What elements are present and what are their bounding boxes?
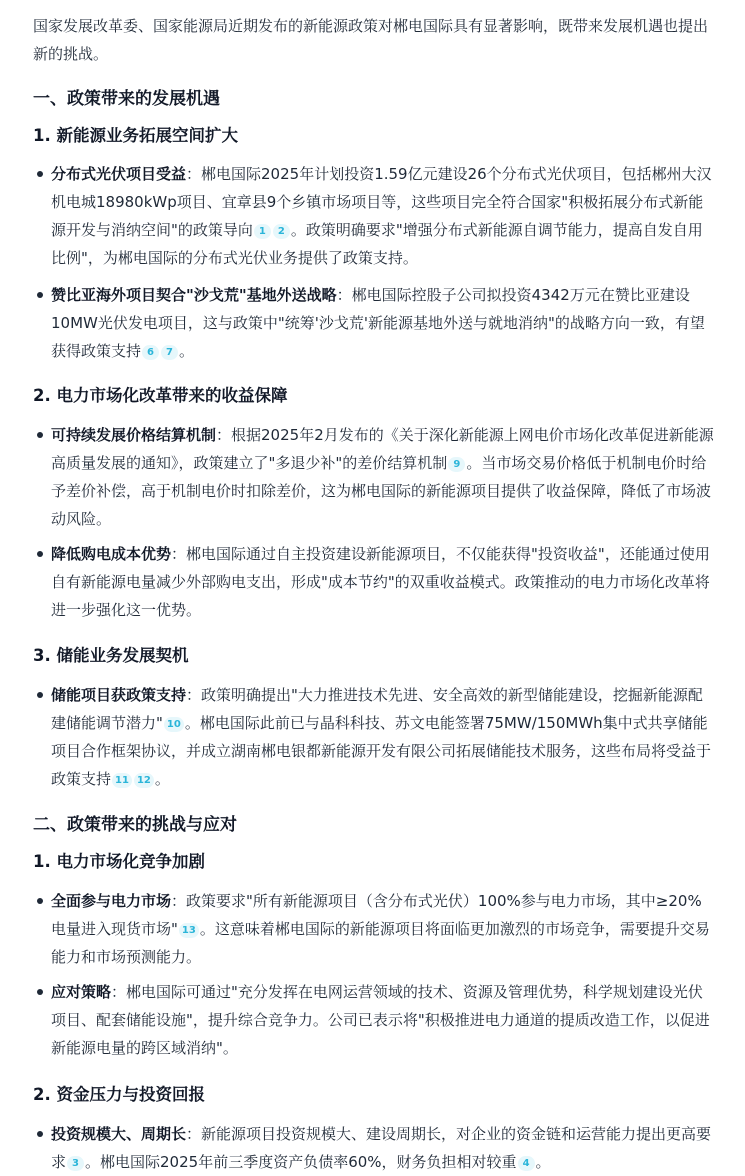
bullet-label: 全面参与电力市场 [51,892,172,910]
citation-badge[interactable]: 13 [179,923,199,938]
bullet-text: 。郴电国际此前已与晶科科技、苏文电能签署75MW/150MWh集中式共享储能项目合作框架协议，并成立湖南郴电银都新能源开发有限公司拓展储能技术服务，这些布局将受益于政策支持 [51,714,712,788]
bullet-item [34,160,715,272]
bullet-dot [37,898,43,904]
bullet-text: ：郴电国际2025年计划投资1.59亿元建设26个分布式光伏项目，包括郴州大汉机电城18980kWp项目、宜章县9个乡镇市场项目等，这些项目完全符合国家"积极拓展分布式新能源开发与消纳空间"的政策导向 [51,165,712,239]
bullet-text: ：政策明确提出"大力推进技术先进、安全高效的新型储能建设，挖掘新能源配建储能调节潜力" [51,686,703,732]
bullet-dot [37,551,43,557]
citation-badge[interactable]: 11 [112,773,132,788]
bullet-label: 投资规模大、周期长 [51,1125,187,1143]
bullet-text: 。政策明确要求"增强分布式新能源自调节能力，提高自发自用比例"，为郴电国际的分布式光伏业务提供了政策支持。 [51,221,703,267]
citation-badge[interactable]: 6 [142,345,159,360]
bullet-item [34,681,715,793]
intro-paragraph: 国家发展改革委、国家能源局近期发布的新能源政策对郴电国际具有显著影响，既带来发展机遇也提出新的挑战。 [33,17,709,63]
bullet-dot [37,292,43,298]
citation-badge[interactable]: 2 [273,224,290,239]
bullet-dot [37,432,43,438]
bullet-label: 赞比亚海外项目契合"沙戈荒"基地外送战略 [51,286,337,304]
bullet-text: 。 [535,1153,551,1171]
subsection-heading: 2. 资金压力与投资回报 [33,1085,205,1104]
citation-badge[interactable]: 3 [67,1156,84,1171]
bullet-label: 储能项目获政策支持 [51,686,187,704]
bullet-item [34,540,715,624]
bullet-text: 。郴电国际2025年前三季度资产负债率60%，财务负担相对较重 [85,1153,517,1171]
bullet-dot [37,1131,43,1137]
section-heading-challenges: 二、政策带来的挑战与应对 [33,815,237,835]
bullet-text: 。 [179,342,195,360]
citation-badge[interactable]: 10 [164,717,184,732]
bullet-item [34,978,715,1062]
bullet-text: ：政策要求"所有新能源项目（含分布式光伏）100%参与电力市场，其中≥20%电量进入现货市场" [51,892,702,938]
bullet-label: 可持续发展价格结算机制 [51,426,217,444]
bullet-text: ：郴电国际通过自主投资建设新能源项目，不仅能获得"投资收益"，还能通过使用自有新能源电量减少外部购电支出，形成"成本节约"的双重收益模式。政策推动的电力市场化改革将进一步强化这一优势。 [51,545,710,619]
bullet-label: 应对策略 [51,983,112,1001]
subsection-heading: 1. 新能源业务拓展空间扩大 [33,126,238,145]
subsection-heading: 1. 电力市场化竞争加剧 [33,852,205,871]
bullet-text: ：根据2025年2月发布的《关于深化新能源上网电价市场化改革促进新能源高质量发展的通知》，政策建立了"多退少补"的差价结算机制 [51,426,714,472]
subsection-heading: 2. 电力市场化改革带来的收益保障 [33,386,288,405]
bullet-dot [37,692,43,698]
citation-badge[interactable]: 9 [448,457,465,472]
bullet-text: ：新能源项目投资规模大、建设周期长，对企业的资金链和运营能力提出更高要求 [51,1125,712,1171]
bullet-item [34,421,715,533]
bullet-text: 。这意味着郴电国际的新能源项目将面临更加激烈的市场竞争，需要提升交易能力和市场预测能力。 [51,920,710,966]
bullet-dot [37,989,43,995]
bullet-text: 。当市场交易价格低于机制电价时给予差价补偿，高于机制电价时扣除差价，这为郴电国际的新能源项目提供了收益保障，降低了市场波动风险。 [51,454,712,528]
bullet-text: 。 [154,770,170,788]
subsection-heading: 3. 储能业务发展契机 [33,646,189,665]
bullet-item [34,281,715,365]
citation-badge[interactable]: 7 [161,345,178,360]
bullet-text: ：郴电国际控股子公司拟投资4342万元在赞比亚建设10MW光伏发电项目，这与政策中"统筹'沙戈荒'新能源基地外送与就地消纳"的战略方向一致，有望获得政策支持 [51,286,705,360]
bullet-label: 分布式光伏项目受益 [51,165,187,183]
bullet-item [34,1120,715,1176]
citation-badge[interactable]: 1 [254,224,271,239]
bullet-text: ：郴电国际可通过"充分发挥在电网运营领域的技术、资源及管理优势，科学规划建设光伏项目、配套储能设施"，提升综合竞争力。公司已表示将"积极推进电力通道的提质改造工作，以促进新能源电量的跨区域消纳"。 [51,983,710,1057]
bullet-item [34,887,715,971]
bullet-label: 降低购电成本优势 [51,545,172,563]
section-heading-opportunities: 一、政策带来的发展机遇 [33,89,220,109]
citation-badge[interactable]: 4 [518,1156,535,1171]
bullet-dot [37,171,43,177]
citation-badge[interactable]: 12 [134,773,154,788]
